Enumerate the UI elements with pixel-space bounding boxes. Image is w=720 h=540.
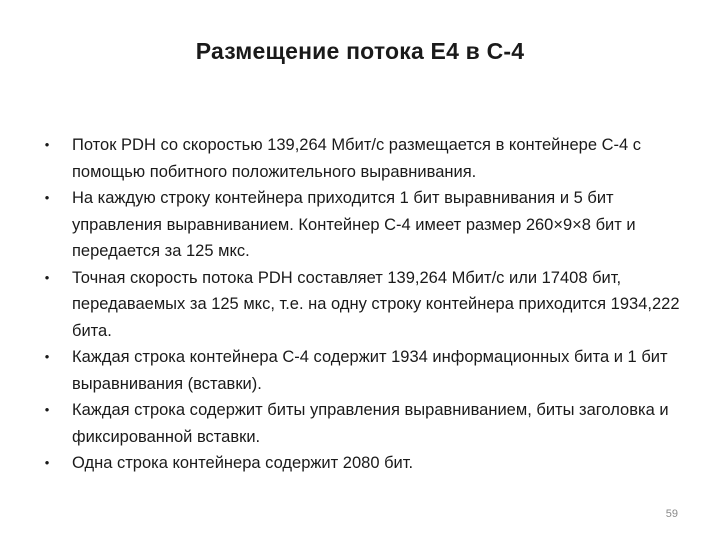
bullet-icon: •: [44, 402, 50, 417]
bullet-text: Поток PDH со скоростью 139,264 Мбит/с размещается в контейнере C-4 с помощью побитного положительного выравнивания.: [72, 136, 642, 181]
bullet-text: Каждая строка контейнера C-4 содержит 1934 информационных бита и 1 бит выравнивания (вставки).: [72, 348, 668, 393]
slide-title: Размещение потока E4 в C-4: [195, 38, 525, 64]
bullet-icon: •: [44, 349, 50, 364]
bullet-item: [40, 344, 700, 397]
bullet-item: [40, 132, 700, 185]
bullet-text: Одна строка контейнера содержит 2080 бит.: [72, 454, 414, 472]
bullet-text: Каждая строка содержит биты управления выравниванием, биты заголовка и фиксированной вставки.: [72, 401, 669, 446]
bullet-text: Точная скорость потока PDH составляет 139,264 Мбит/с или 17408 бит, передаваемых за 125 мкс, т.е. на одну строку контейнера приходится 1934,222 бита.: [72, 268, 680, 340]
bullet-item: [40, 450, 700, 477]
bullet-item: [40, 265, 700, 345]
bullet-icon: •: [44, 269, 50, 285]
bullet-icon: •: [44, 137, 50, 152]
bullet-text: На каждую строку контейнера приходится 1 бит выравнивания и 5 бит управления выравниванием. Контейнер C-4 имеет размер 260×9×8 бит и передается за 125 мкс.: [72, 189, 636, 260]
bullet-icon: •: [44, 455, 50, 470]
bullet-item: [40, 185, 700, 265]
bullet-list: [40, 132, 700, 477]
bullet-item: [40, 397, 700, 450]
page-number: 59: [665, 508, 678, 520]
bullet-icon: •: [44, 190, 50, 205]
